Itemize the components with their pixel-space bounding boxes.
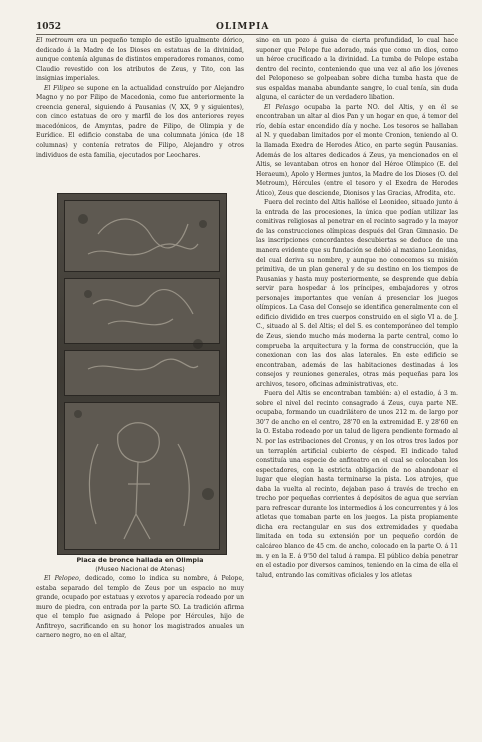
- caption-title: Placa de bronce hallada en Olimpia: [76, 556, 204, 564]
- term: El Pelasgo: [264, 103, 300, 111]
- left-column-top: [36, 36, 244, 160]
- bronze-plaque-image: [57, 193, 227, 555]
- paragraph-pelasgo: [256, 103, 458, 198]
- paragraph-text: se supone en la actualidad construído por Alejandro Magno y no por Filipo de Macedonia, como fue anteriormente la creencia general, siguiendo á Pausanias (V, XX, 9 y siguientes), con cinco estatuas de oro y marfil de los dos anteriores reyes macedónicos, de Amyntas, padre de Filipo, de Olimpia y de Eurídice. El edificio constaba de una columnata jónica (de 18 columnas) y contenía retratos de Filipo, Alejandro y otros individuos de esta familia, ejecutados por Leochares.: [36, 84, 244, 159]
- paragraph-metroum: [36, 36, 244, 84]
- paragraph-text: Fuera del Altis se encontraban también: a) el estadio, á 3 m. sobre el nivel del recinto consagrado á Zeus, cuya parte NE. ocupaba, formando un cuadrilátero de unos 212 m. de largo por 30'7 de ancho en el centro, 28'70 en la extremidad E. y 28'60 en la O. Estaba rodeado por un talud de ligera pendiente formado al N. por las estribaciones del Cronus, y en los otros tres lados por un terraplén artificial cubierto de césped. El indicado talud constituía una especie de anfiteatro en el cual se colocaban los espectadores, con la estricta obligación de no abandonar el lugar que elegían hasta terminarse la pista. Los atrojes, que daba la vuelta al recinto, dejaban paso á través de trecho en trecho por pequeñas corrientes á depósitos de agua que servían para refrescar durante los intermedios á los concurrentes y á los atletas que tomaban parte en los juegos. La pista propiamente dicha era rectangular en sus dos extremidades y quedaba limitada en toda su extensión por un pequeño cordón de calcáreo blanco de 45 cm. de ancho, colocado en la parte O. á 11 m. y en la E. á 9'50 del talud á rampa. El público debía penetrar en el estadio por diversos caminos, teniendo en la cima de ella el talud, entrando las comitivas oficiales y los atletas: [256, 390, 458, 579]
- figure-caption: [36, 556, 244, 573]
- page-number: 1052: [36, 22, 62, 32]
- running-title: OLIMPIA: [216, 22, 270, 32]
- term: El metroum: [36, 37, 74, 44]
- paragraph-leonideo: [256, 198, 458, 389]
- paragraph-text: , dedicado, como lo indica su nombre, á Pelope, estaba separado del templo de Zeus por un espacio no muy grande, ocupado por estatuas y exvotos y aparecía rodeado por un muro de piedra, con entrada por la parte SO. La tradición afirma que el templo fue asignado á Pelope por Hércules, hijo de Anfitreyo, sacrificando en su honor los magistrados anuales un carnero negro, no en el altar,: [36, 575, 244, 640]
- right-column: [256, 36, 458, 580]
- paragraph-pelopeo-cont: [256, 36, 458, 103]
- caption-source: (Museo Nacional de Atenas): [95, 564, 185, 573]
- term: El Filipeo: [44, 84, 75, 92]
- paragraph-text: Fuera del recinto del Altis hallóse el Leonideo, situado junto á la entrada de las procesiones, la única que podían utilizar las comitivas religiosas al penetrar en el recinto sagrado y la mayor de las construcciones olímpicas después del Gran Gimnasio. De las inscripciones concordantes descubiertas se deduce de una manera evidente que su fundación se debió al maxiano Leonidas, del cual deriva su nombre, y aunque no conocemos su misión primitiva, de un plan general y de su destino en los tiempos de Pausanias y hasta muy posteriormente, se desprende que debía servir para hospedar á los príncipes, embajadores y otros personajes importantes que venían á presenciar los juegos olímpicos. La Casa del Consejo se identifica generalmente con el edificio dividido en tres cuerpos construido en el siglo VI a. de J. C., situado al S. del Altis; el del S. es contemporáneo del templo de Zeus, siendo mucho más moderna la parte central, como lo comprueba la arquitectura y la forma de construcción, que la conexionan con las dos alas laterales. En este edificio se encontraban, además de las habitaciones destinadas á los consejos y reuniones generales, otras más pequeñas para los archivos, tesoro, oficinas administrativas, etc.: [256, 199, 458, 388]
- paragraph-pelopeo: [36, 574, 244, 641]
- term: El Pelopeo: [44, 575, 79, 582]
- left-column-bottom: [36, 574, 244, 641]
- page-header: [36, 20, 454, 34]
- paragraph-filipeo: [36, 84, 244, 160]
- paragraph-text: ocupaba la parte NO. del Altis, y en él se encontraban un altar al dios Pan y un hogar en que, á temor del río, debía estar encendido día y noche. Los tesoros se hallaban al N. y quedaban limitados por el monte Cronion, teniendo al O. la llamada Exedra de Herodes Ático, en parte según Pausanias. Además de los altares dedicados á Zeus, ya mencionados en el Altis, se levantaban otros en honor del Héroe Olímpico (E. del Heraeum), Apolo y Hermes juntos, la Madre de los Dioses (O. del Metroum), Hércules (entre el tesoro y el Exedra de Herodes Ático), Zeus que desciende, Dionisos y las Gracias, Afrodita, etc.: [256, 103, 459, 197]
- header-rule: [36, 34, 454, 35]
- paragraph-text: era un pequeño templo de estilo igualmente dórico, dedicado á la Madre de los Dioses en estatuas de la divinidad, aunque contenía algunas de distintos emperadores romanos, como Claudio revestido con los atributos de Zeus, y Tito, con las insignias imperiales.: [36, 37, 245, 83]
- plaque-relief-figures: [58, 194, 226, 554]
- paragraph-estadio: [256, 389, 458, 580]
- paragraph-text: sino en un pozo á guisa de cierta profundidad, lo cual hace suponer que Pelope fue adorado, más que como un dios, como un héroe crucificado a la divinidad. La tumba de Pelope estaba dentro del recinto, conteniendo que una vez al año los jóvenes del Peloponeso se golpeaban sobre dicha tumba hasta que de sus espaldas manaba abundante sangre, lo cual tenía, sin duda alguna, el carácter de un verdadero libation.: [256, 37, 458, 102]
